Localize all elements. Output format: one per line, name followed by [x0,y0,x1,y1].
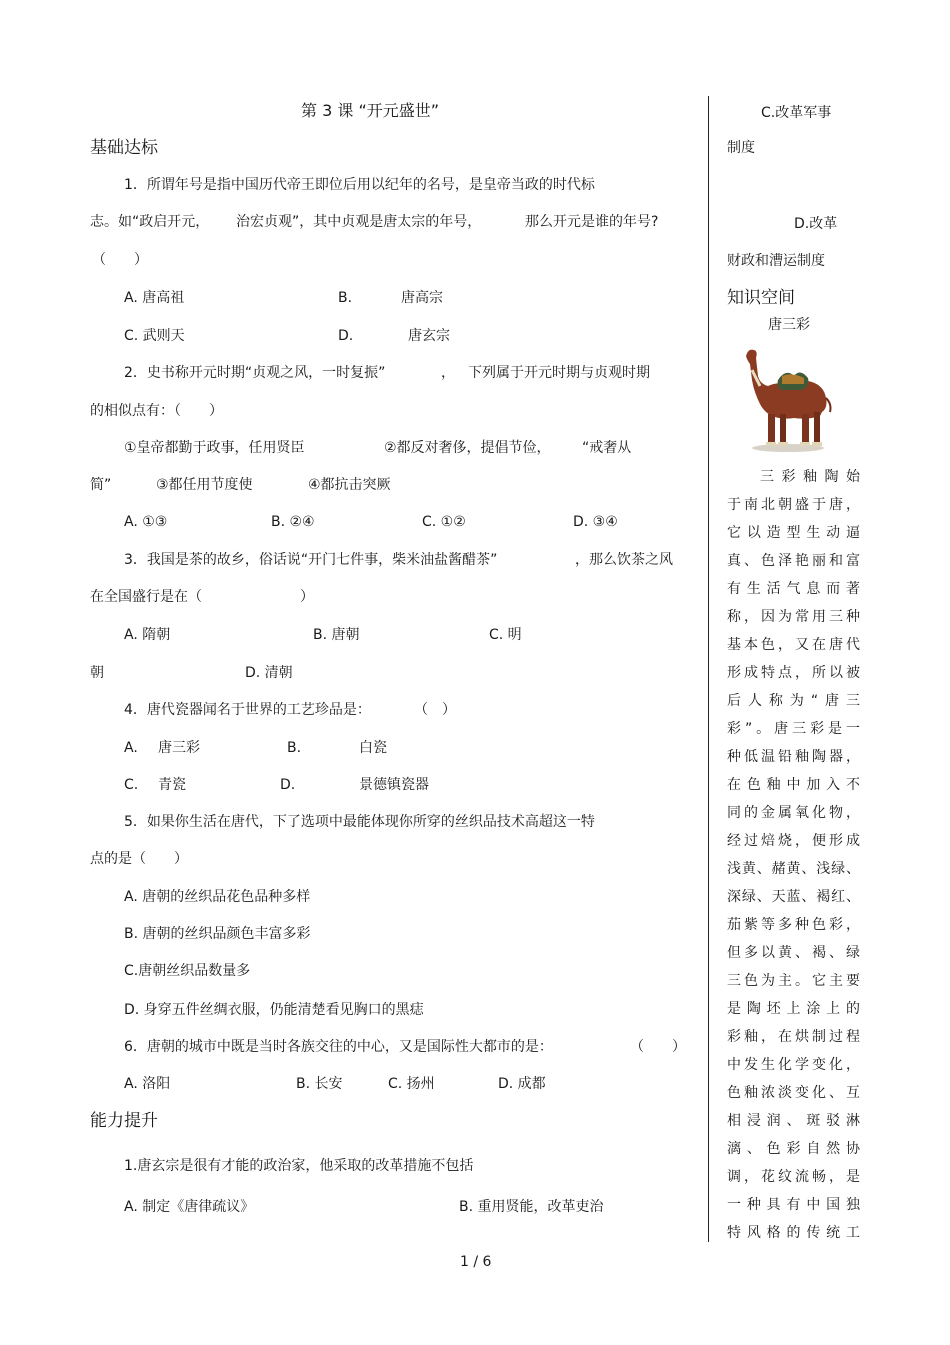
q3-stem-line1a: 3．我国是茶的故乡，俗话说“开门七件事，柴米油盐酱醋茶” [124,552,498,568]
q1-option-a: A. 唐高祖 [124,290,185,306]
sidebar-text-line: 一种具有中国独 [727,1197,860,1213]
q1-option-d-text: 唐玄宗 [408,328,450,344]
q2-statement-2-end: 简” [90,477,112,493]
q3-stem-line2b: ） [300,589,314,605]
sidebar-text-line: 浅黄、赭黄、浅绿、 [727,861,860,877]
sidebar-option-d-line1: D.改革 [794,216,838,232]
ability-q1-option-a: A. 制定《唐律疏议》 [124,1199,255,1215]
q1-option-b-letter: B. [338,290,353,306]
q6-option-a: A. 洛阳 [124,1076,171,1092]
q1-option-c: C. 武则天 [124,328,185,344]
sidebar-option-d-line2: 财政和漕运制度 [727,253,825,269]
q3-option-c: C. 明 [489,627,522,643]
q6-answer-blank: （ ） [630,1039,686,1055]
sidebar-text-line: 基本色，又在唐代 [727,637,860,653]
sidebar-text-line: 后人称为“唐三 [727,693,860,709]
q2-stem-line1b: ， [441,365,455,381]
sidebar-heading: 知识空间 [727,288,795,308]
q4-stem-b: （ ） [414,702,456,718]
q3-option-d: D. 清朝 [245,665,293,681]
sidebar-text-line: 是陶坯上涂上的 [727,1001,860,1017]
sidebar-text-line: 彩”。唐三彩是一 [727,721,860,737]
page-title: 第 3 课 “开元盛世” [301,101,440,120]
camel-figurine-image [738,342,838,454]
sidebar-option-c-line2: 制度 [727,140,755,156]
q2-statement-2-cont: “戒奢从 [582,440,632,456]
sidebar-text-line: 它以造型生动逼 [727,525,860,541]
camel-figurine-drawing [746,350,831,452]
q6-option-c: C. 扬州 [388,1076,435,1092]
q2-option-d: D. ③④ [573,514,618,530]
q6-option-b: B. 长安 [296,1076,343,1092]
q5-option-b: B. 唐朝的丝织品颜色丰富多彩 [124,926,311,942]
section-heading-basic: 基础达标 [90,138,158,158]
q3-option-a: A. 隋朝 [124,627,171,643]
q4-option-c-text: 青瓷 [158,777,186,793]
q5-option-c: C.唐朝丝织品数量多 [124,963,251,979]
q3-stem-line2a: 在全国盛行是在（ [90,589,202,605]
section-heading-ability: 能力提升 [90,1111,158,1131]
q5-option-d: D. 身穿五件丝绸衣服，仍能清楚看见胸口的黑痣 [124,1002,424,1018]
q4-stem-a: 4．唐代瓷器闻名于世界的工艺珍品是： [124,702,371,718]
q3-stem-line1b: ，那么饮茶之风 [575,552,673,568]
sidebar-text-line: 特风格的传统工 [727,1225,860,1241]
q4-option-b-text: 白瓷 [359,740,387,756]
q3-option-c-cont: 朝 [90,665,104,681]
q2-statement-2: ②都反对奢侈，提倡节俭， [384,440,551,456]
column-divider [708,96,709,1242]
sidebar-text-line: 但多以黄、褐、绿 [727,945,860,961]
sidebar-text-line: 中发生化学变化， [727,1057,860,1073]
q6-stem: 6．唐朝的城市中既是当时各族交往的中心，又是国际性大都市的是： [124,1039,553,1055]
sidebar-option-c-line1: C.改革军事 [761,105,832,121]
ability-q1-option-b: B. 重用贤能，改革吏治 [459,1199,604,1215]
q2-stem-line1a: 2．史书称开元时期“贞观之风，一时复振” [124,365,386,381]
sidebar-text-line: 调，花纹流畅，是 [727,1169,860,1185]
q1-stem-line2b: 治宏贞观”，其中贞观是唐太宗的年号， [236,214,482,230]
q1-answer-blank: （ ） [92,252,148,268]
ability-q1-stem: 1.唐玄宗是很有才能的政治家，他采取的改革措施不包括 [124,1158,474,1174]
sidebar-subheading: 唐三彩 [768,317,810,333]
sidebar-text-line: 深绿、天蓝、褐红、 [727,889,860,905]
sidebar-text-line: 种低温铅釉陶器， [727,749,860,765]
q4-option-a-letter: A. [124,740,138,756]
sidebar-text-line: 于南北朝盛于唐， [727,497,860,513]
q2-statement-4: ④都抗击突厥 [308,477,391,493]
q6-option-d: D. 成都 [498,1076,546,1092]
sidebar-text-line: 漓、色彩自然协 [727,1141,860,1157]
sidebar-text-line: 三彩釉陶始 [760,469,860,485]
q4-option-d-text: 景德镇瓷器 [359,777,429,793]
q1-stem-line2a: 志。如“政启开元， [90,214,210,230]
q2-option-c: C. ①② [422,514,466,530]
q5-stem-line2: 点的是（ ） [90,851,188,867]
sidebar-text-line: 彩釉，在烘制过程 [727,1029,860,1045]
q2-statement-3: ③都任用节度使 [156,477,253,493]
q4-option-d-letter: D. [280,777,296,793]
sidebar-text-line: 色釉浓淡变化、互 [727,1085,860,1101]
q1-option-b-text: 唐高宗 [401,290,443,306]
page-number: 1 / 6 [460,1254,492,1270]
sidebar-text-line: 经过焙烧，便形成 [727,833,860,849]
q2-option-a: A. ①③ [124,514,168,530]
q1-stem-line1: 1．所谓年号是指中国历代帝王即位后用以纪年的名号，是皇帝当政的时代标 [124,177,595,193]
q2-stem-line1c: 下列属于开元时期与贞观时期 [468,365,650,381]
q4-option-a-text: 唐三彩 [158,740,200,756]
q1-stem-line2c: 那么开元是谁的年号? [525,214,659,230]
q5-stem-line1: 5．如果你生活在唐代，下了选项中最能体现你所穿的丝织品技术高超这一特 [124,814,595,830]
sidebar-text-line: 称，因为常用三种 [727,609,860,625]
sidebar-text-line: 有生活气息而著 [727,581,860,597]
q1-option-d-letter: D. [338,328,354,344]
q5-option-a: A. 唐朝的丝织品花色品种多样 [124,889,311,905]
q3-option-b: B. 唐朝 [313,627,360,643]
sidebar-text-line: 三色为主。它主要 [727,973,860,989]
sidebar-text-line: 相浸润、斑驳淋 [727,1113,860,1129]
q4-option-c-letter: C. [124,777,139,793]
sidebar-text-line: 同的金属氧化物， [727,805,860,821]
sidebar-text-line: 真、色泽艳丽和富 [727,553,860,569]
q2-stem-line2: 的相似点有：（ ） [90,403,223,419]
q2-statement-1: ①皇帝都勤于政事，任用贤臣 [124,440,305,456]
sidebar-text-line: 在色釉中加入不 [727,777,860,793]
q4-option-b-letter: B. [287,740,302,756]
sidebar-text-line: 茄紫等多种色彩， [727,917,860,933]
sidebar-text-line: 形成特点，所以被 [727,665,860,681]
q2-option-b: B. ②④ [271,514,315,530]
